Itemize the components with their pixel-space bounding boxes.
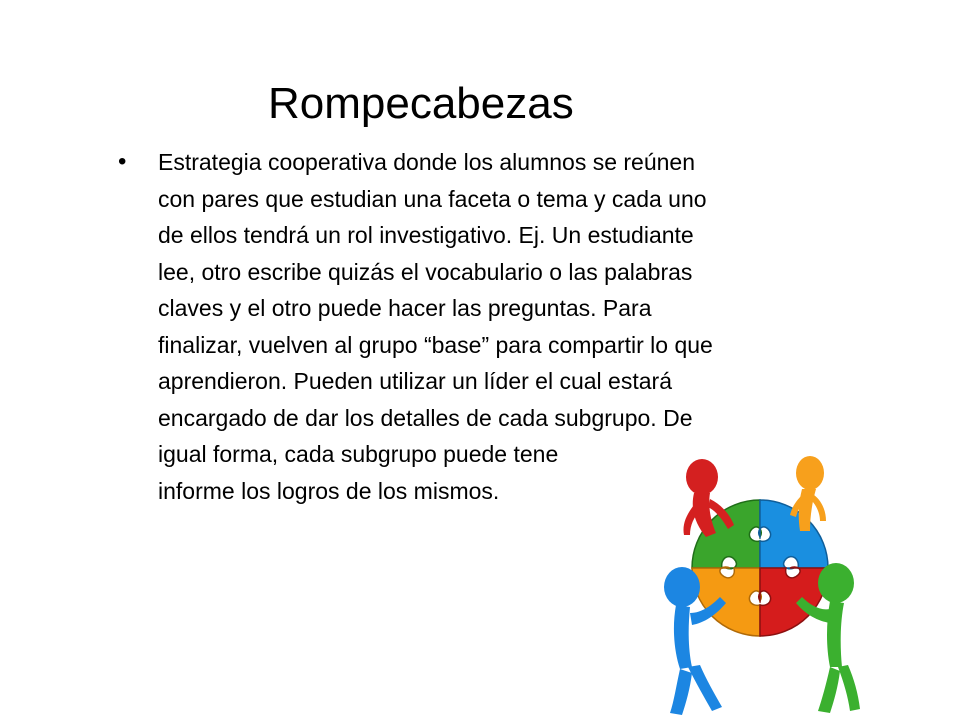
body-line: lee, otro escribe quizás el vocabulario o las palabras bbox=[158, 258, 693, 285]
body-line: igual forma, cada subgrupo puede tene bbox=[158, 441, 559, 467]
bullet-marker: • bbox=[118, 148, 127, 175]
body-line: Estrategia cooperativa donde los alumnos se reúnen bbox=[158, 149, 696, 175]
puzzle-piece-orange bbox=[692, 567, 761, 636]
body-line: finalizar, vuelven al grupo “base” para compartir lo que bbox=[158, 331, 713, 358]
body-line: de ellos tendrá un rol investigativo. Ej. Un estudiante bbox=[158, 222, 694, 248]
body-line: con pares que estudian una faceta o tema y cada uno bbox=[158, 185, 707, 212]
body-line: aprendieron. Pueden utilizar un líder el cual estará bbox=[158, 368, 672, 394]
red-figure bbox=[683, 459, 734, 537]
body-line: claves y el otro puede hacer las preguntas. Para bbox=[158, 295, 652, 321]
slide-title: Rompecabezas bbox=[268, 79, 574, 128]
body-line: informe los logros de los mismos. bbox=[158, 477, 500, 504]
body-line: encargado de dar los detalles de cada subgrupo. De bbox=[158, 404, 693, 431]
puzzle-piece-red bbox=[759, 567, 828, 636]
puzzle-team-illustration bbox=[650, 455, 862, 717]
